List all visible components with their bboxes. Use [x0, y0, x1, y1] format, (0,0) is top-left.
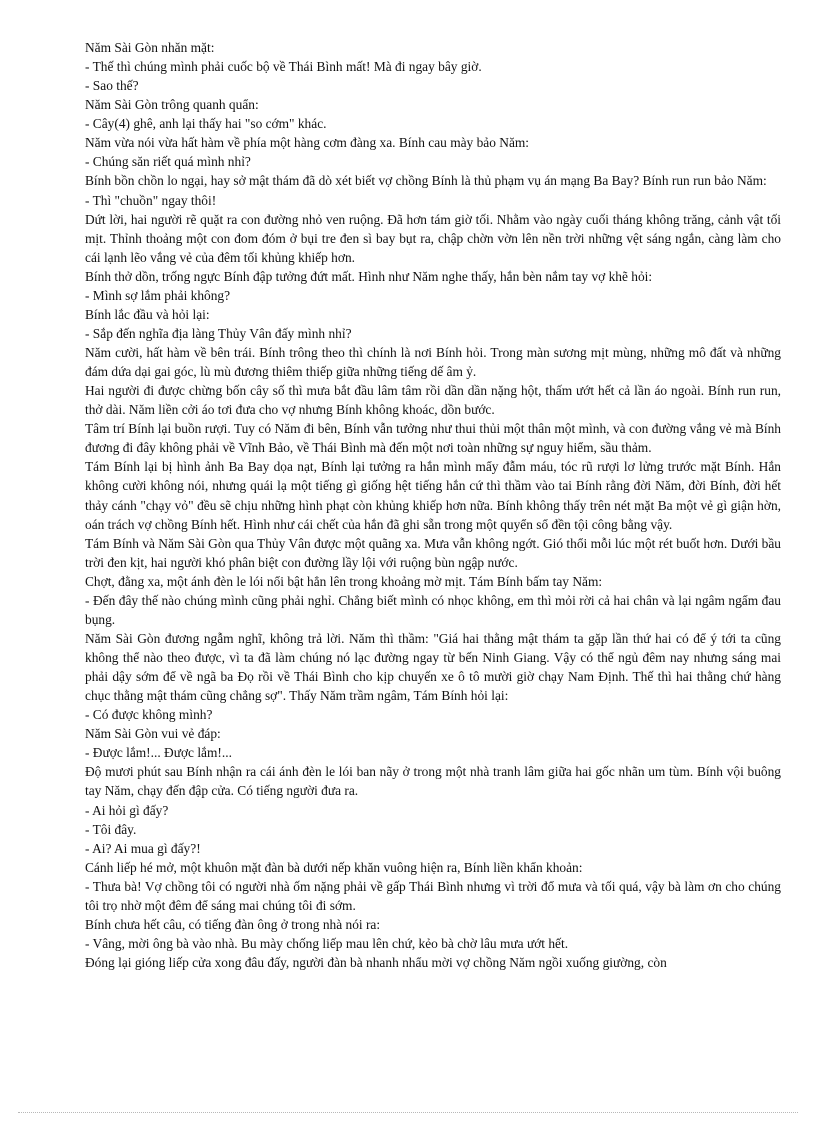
paragraph: Cánh liếp hé mở, một khuôn mặt đàn bà dưới nếp khăn vuông hiện ra, Bính liền khẩn khoản: — [85, 859, 583, 875]
paragraph: Độ mươi phút sau Bính nhận ra cái ánh đèn le lói ban nãy ở trong một nhà tranh lâm giữa hai gốc nhãn um tùm. Bính vội buông tay Năm, chạy đến đập cửa. Có tiếng người đưa ra. — [85, 764, 781, 799]
paragraph: - Thưa bà! Vợ chồng tôi có người nhà ốm nặng phải về gấp Thái Bình nhưng vì trời đổ mưa và tối quá, vậy bà làm ơn cho chúng tôi trọ nhờ một đêm để sáng mai chúng tôi đi sớm. — [85, 878, 781, 913]
paragraph: - Sắp đến nghĩa địa làng Thủy Vân đấy mình nhỉ? — [85, 325, 352, 341]
paragraph: Bính thở dồn, trống ngực Bính đập tưởng đứt mất. Hình như Năm nghe thấy, hắn bèn nắm tay vợ khẽ hỏi: — [85, 268, 653, 284]
paragraph: Dứt lời, hai người rẽ quặt ra con đường nhỏ ven ruộng. Đã hơn tám giờ tối. Nhằm vào ngày cuối tháng không trăng, cảnh vật tối mịt. Thỉnh thoảng một con đom đóm ở bụi tre đen sì bay bụt ra, chập chờn vờn lên nền trời những vệt sáng ngắn, càng làm cho cái lạnh lẽo vắng vẻ của đêm tối khủng khiếp hơn. — [85, 211, 781, 265]
paragraph: - Đến đây thế nào chúng mình cũng phải nghỉ. Chẳng biết mình có nhọc không, em thì mỏi rời cả hai chân và lại ngâm ngẩm đau bụng. — [85, 592, 781, 627]
paragraph: - Thì "chuồn" ngay thôi! — [85, 192, 217, 208]
paragraph: - Thế thì chúng mình phải cuốc bộ về Thái Bình mất! Mà đi ngay bây giờ. — [85, 59, 482, 75]
paragraph: Hai người đi được chừng bốn cây số thì mưa bắt đầu lâm tâm rồi dần dần nặng hột, thấm ướt hết cả lần áo ngoài. Bính run run, thở dài. Năm liền cởi áo tơi đưa cho vợ nhưng Bính không khoác, dồn bước. — [85, 383, 781, 418]
paragraph: Đóng lại gióng liếp cửa xong đâu đấy, người đàn bà nhanh nhẩu mời vợ chồng Năm ngồi xuống giường, còn — [85, 955, 667, 970]
paragraph: Năm Sài Gòn đương ngẫm nghĩ, không trả lời. Năm thì thầm: "Giá hai thằng mật thám ta gặp lần thứ hai có để ý tới ta cũng không thể nào theo được, vì ta đã làm chúng nó lạc đường ngay từ bến Ninh Giang. Vậy có thể ngủ đêm nay nhưng sáng mai phải dậy sớm để về ngã ba Đọ rồi về Thái Bình cho kịp chuyến xe ô tô mười giờ chạy Nam Định. Thế thì hai thằng chứ hàng chục thằng mật thám cũng chẳng sợ". Thấy Năm trầm ngâm, Tám Bính hỏi lại: — [85, 630, 781, 704]
paragraph: Chợt, đằng xa, một ánh đèn le lói nổi bật hẳn lên trong khoảng mờ mịt. Tám Bính bấm tay Năm: — [85, 573, 603, 589]
paragraph: Năm Sài Gòn nhăn mặt: — [85, 40, 215, 55]
paragraph: - Vâng, mời ông bà vào nhà. Bu mày chống liếp mau lên chứ, kẻo bà chờ lâu mưa ướt hết. — [85, 935, 569, 951]
paragraph: Bính bồn chồn lo ngại, hay sở mật thám đã dò xét biết vợ chồng Bính là thủ phạm vụ án mạng Ba Bay? Bính run run bảo Năm: — [85, 173, 767, 189]
paragraph: Năm vừa nói vừa hất hàm về phía một hàng cơm đàng xa. Bính cau mày bảo Năm: — [85, 135, 530, 151]
paragraph: Tám Bính lại bị hình ảnh Ba Bay dọa nạt, Bính lại tưởng ra hắn mình mẩy đẫm máu, tóc rũ rượi lơ lửng trước mặt Bính. Hắn không cười không nói, nhưng quái lạ một tiếng gì giống hệt tiếng hắn cứ thì thầm vào tai Bính rằng đời Năm, đời Bính, đời hết thảy cánh "chạy vỏ" đều sẽ chịu những hình phạt còn khủng khiếp hơn nữa. Bính không thấy trên nét mặt Ba một vẻ gì giận hờn, oán trách vợ chồng Bính hết. Hình như cái chết của hắn đã ghi sẵn trong một quyển sổ đền tội công bằng vậy. — [85, 459, 781, 532]
paragraph: - Ai? Ai mua gì đấy?! — [85, 840, 201, 856]
paragraph: - Mình sợ lắm phải không? — [85, 287, 231, 303]
paragraph: - Cây(4) ghê, anh lại thấy hai "so cớm" khác. — [85, 116, 327, 132]
paragraph: - Được lắm!... Được lắm!... — [85, 745, 232, 761]
page-bottom-divider — [18, 1112, 798, 1113]
paragraph: - Sao thế? — [85, 78, 139, 94]
paragraph: - Có được không mình? — [85, 707, 213, 723]
paragraph: Năm cười, hất hàm về bên trái. Bính trông theo thì chính là nơi Bính hỏi. Trong màn sương mịt mùng, những mô đất và những đám dứa dại gai góc, lù mù đương thiêm thiếp giữa những tiếng dế âm ỷ. — [85, 345, 781, 380]
paragraph: Năm Sài Gòn vui vẻ đáp: — [85, 726, 221, 742]
document-page — [85, 38, 781, 972]
paragraph: - Tôi đây. — [85, 821, 137, 837]
paragraph: Năm Sài Gòn trông quanh quẩn: — [85, 97, 259, 113]
paragraph: Tám Bính và Năm Sài Gòn qua Thủy Vân được một quãng xa. Mưa vẫn không ngớt. Gió thổi mỗi lúc một rét buốt hơn. Dưới bầu trời đen kịt, hai người khó phân biệt con đường lầy lội với ruộng bùn ngập nước. — [85, 535, 781, 570]
paragraph: - Ai hỏi gì đấy? — [85, 802, 169, 818]
paragraph: Bính lắc đầu và hỏi lại: — [85, 306, 210, 322]
paragraph: - Chúng săn riết quá mình nhỉ? — [85, 154, 251, 170]
paragraph: Tâm trí Bính lại buồn rượi. Tuy có Năm đi bên, Bính vẫn tưởng như thui thủi một thân một mình, và con đường vắng vẻ mà Bính đương đi đây không phải về Vĩnh Bảo, về Thái Bình mà đến một nơi toàn những sự nguy hiểm, sầu thảm. — [85, 421, 781, 456]
paragraph: Bính chưa hết câu, có tiếng đàn ông ở trong nhà nói ra: — [85, 916, 381, 932]
